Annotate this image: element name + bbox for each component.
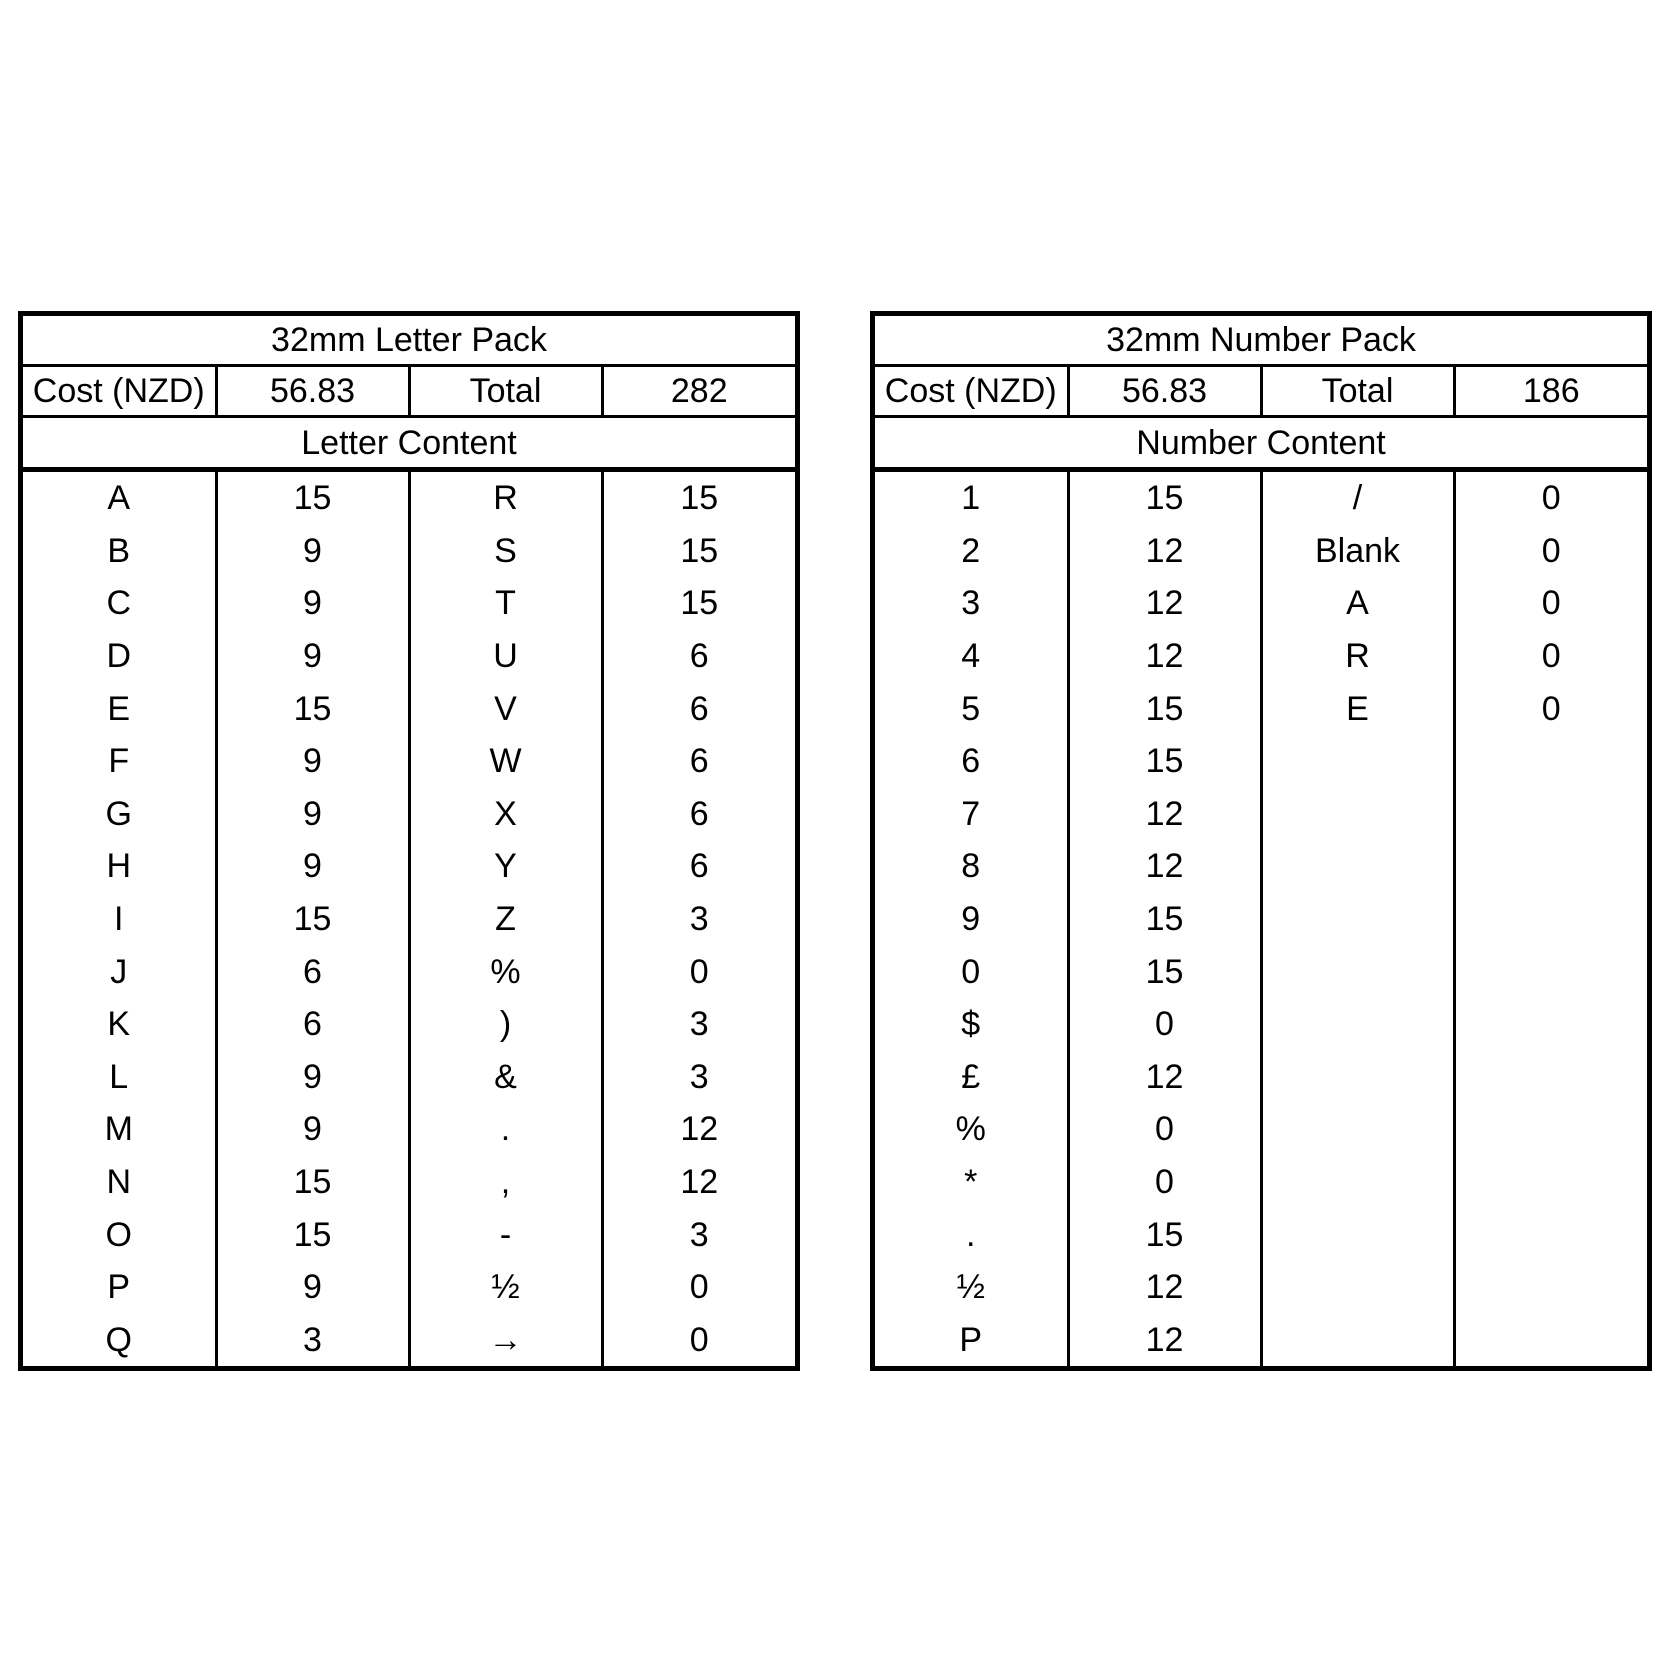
character-cell: [1261, 840, 1454, 893]
quantity-cell: 6: [689, 742, 709, 781]
character-cell: [1261, 1314, 1454, 1367]
table-row: [23, 1103, 795, 1156]
quantity-cell: 3: [689, 1057, 709, 1096]
quantity-cell: 9: [216, 840, 409, 893]
character-cell: S: [409, 525, 602, 578]
quantity-cell: [1454, 1051, 1647, 1104]
letter-pack-table: [18, 311, 800, 1371]
character-cell: ½: [875, 1261, 1068, 1314]
character-cell: K: [23, 998, 216, 1051]
content-heading: Number Content: [875, 417, 1647, 470]
quantity-cell: 15: [216, 682, 409, 735]
table-row: [875, 945, 1647, 998]
character-cell: ): [409, 998, 602, 1051]
character-cell: Y: [409, 840, 602, 893]
table-row: [875, 998, 1647, 1051]
quantity-cell: 0: [1068, 1103, 1261, 1156]
character-cell: A: [23, 472, 216, 525]
quantity-cell: [1454, 945, 1647, 998]
character-cell: 0: [875, 945, 1068, 998]
quantity-cell: 15: [216, 1156, 409, 1209]
quantity-cell: 12: [1068, 840, 1261, 893]
character-cell: X: [409, 788, 602, 841]
quantity-cell: 6: [689, 637, 709, 676]
table-row: [875, 577, 1647, 630]
table-row: [875, 682, 1647, 735]
total-label: Total: [1261, 366, 1454, 417]
quantity-cell: 12: [1068, 788, 1261, 841]
quantity-cell: 9: [216, 1051, 409, 1104]
character-cell: ,: [409, 1156, 602, 1209]
pack-table: [875, 316, 1647, 472]
table-row: [875, 630, 1647, 683]
quantity-cell: 12: [1068, 1261, 1261, 1314]
quantity-cell: 6: [216, 945, 409, 998]
character-cell: .: [409, 1103, 602, 1156]
quantity-cell: [1454, 1314, 1647, 1367]
quantity-cell: 9: [216, 1103, 409, 1156]
character-cell: £: [875, 1051, 1068, 1104]
table-row: [23, 735, 795, 788]
character-cell: J: [23, 945, 216, 998]
character-cell: P: [23, 1261, 216, 1314]
quantity-cell: 0: [1068, 998, 1261, 1051]
quantity-cell: 3: [689, 1215, 709, 1254]
character-cell: N: [23, 1156, 216, 1209]
character-cell: %: [409, 945, 602, 998]
quantity-cell: [1454, 788, 1647, 841]
quantity-cell: 15: [1068, 682, 1261, 735]
character-cell: E: [1261, 682, 1454, 735]
character-cell: V: [409, 682, 602, 735]
character-cell: B: [23, 525, 216, 578]
content-table: [875, 472, 1647, 1366]
character-cell: D: [23, 630, 216, 683]
character-cell: F: [23, 735, 216, 788]
quantity-cell: 15: [1068, 472, 1261, 525]
character-cell: U: [409, 630, 602, 683]
quantity-cell: [1454, 1103, 1647, 1156]
character-cell: Q: [23, 1314, 216, 1367]
quantity-cell: 0: [1068, 1156, 1261, 1209]
character-cell: E: [23, 682, 216, 735]
total-value: 282: [602, 366, 795, 417]
character-cell: →: [409, 1314, 602, 1367]
quantity-cell: 15: [216, 472, 409, 525]
quantity-cell: 12: [1068, 525, 1261, 578]
character-cell: L: [23, 1051, 216, 1104]
quantity-cell: [1454, 1208, 1647, 1261]
table-row: [875, 1314, 1647, 1367]
table-row: [23, 893, 795, 946]
character-cell: %: [875, 1103, 1068, 1156]
character-cell: T: [409, 577, 602, 630]
character-cell: 6: [875, 735, 1068, 788]
character-cell: [1261, 1261, 1454, 1314]
cost-value: 56.83: [1068, 366, 1261, 417]
table-row: [875, 893, 1647, 946]
quantity-cell: 9: [216, 577, 409, 630]
character-cell: 9: [875, 893, 1068, 946]
quantity-cell: 15: [1068, 945, 1261, 998]
content-heading: Letter Content: [23, 417, 795, 470]
quantity-cell: 9: [216, 1261, 409, 1314]
quantity-cell: 12: [1068, 1314, 1261, 1367]
table-row: [23, 1156, 795, 1209]
pack-title: 32mm Letter Pack: [23, 316, 795, 366]
cost-label: Cost (NZD): [23, 366, 216, 417]
quantity-cell: 15: [216, 893, 409, 946]
character-cell: A: [1261, 577, 1454, 630]
character-cell: P: [875, 1314, 1068, 1367]
quantity-cell: 9: [216, 525, 409, 578]
quantity-cell: 9: [216, 735, 409, 788]
table-row: [875, 840, 1647, 893]
quantity-cell: 0: [1541, 479, 1561, 518]
pack-table: [23, 316, 795, 472]
table-row: [875, 525, 1647, 578]
character-cell: 1: [875, 472, 1068, 525]
table-row: [875, 1103, 1647, 1156]
quantity-cell: 9: [216, 630, 409, 683]
quantity-cell: 9: [216, 788, 409, 841]
pack-title: 32mm Number Pack: [875, 316, 1647, 366]
table-row: [875, 1208, 1647, 1261]
content-table: [23, 472, 795, 1366]
character-cell: [1261, 893, 1454, 946]
table-row: [23, 525, 795, 578]
quantity-cell: 15: [1068, 735, 1261, 788]
character-cell: 8: [875, 840, 1068, 893]
character-cell: 7: [875, 788, 1068, 841]
quantity-cell: 0: [689, 1320, 709, 1359]
quantity-cell: 0: [1541, 584, 1561, 623]
quantity-cell: 15: [680, 584, 719, 623]
quantity-cell: 0: [689, 952, 709, 991]
character-cell: H: [23, 840, 216, 893]
character-cell: R: [409, 472, 602, 525]
quantity-cell: 15: [680, 531, 719, 570]
total-value: 186: [1454, 366, 1647, 417]
cost-label: Cost (NZD): [875, 366, 1068, 417]
quantity-cell: 15: [1068, 893, 1261, 946]
quantity-cell: [1454, 1156, 1647, 1209]
quantity-cell: 0: [1541, 637, 1561, 676]
character-cell: -: [409, 1208, 602, 1261]
character-cell: G: [23, 788, 216, 841]
quantity-cell: [1454, 735, 1647, 788]
quantity-cell: 6: [216, 998, 409, 1051]
table-row: [23, 630, 795, 683]
quantity-cell: 0: [689, 1268, 709, 1307]
character-cell: R: [1261, 630, 1454, 683]
character-cell: I: [23, 893, 216, 946]
character-cell: W: [409, 735, 602, 788]
table-row: [875, 1261, 1647, 1314]
table-row: [23, 945, 795, 998]
table-row: [23, 840, 795, 893]
quantity-cell: 3: [216, 1314, 409, 1367]
table-row: [23, 682, 795, 735]
quantity-cell: [1454, 840, 1647, 893]
character-cell: .: [875, 1208, 1068, 1261]
character-cell: 3: [875, 577, 1068, 630]
character-cell: [1261, 1103, 1454, 1156]
quantity-cell: [1454, 1261, 1647, 1314]
quantity-cell: 3: [689, 1005, 709, 1044]
quantity-cell: 15: [216, 1208, 409, 1261]
number-pack-table: [870, 311, 1652, 1371]
quantity-cell: 12: [1068, 630, 1261, 683]
cost-value: 56.83: [216, 366, 409, 417]
table-row: [23, 1261, 795, 1314]
table-row: [875, 472, 1647, 525]
character-cell: &: [409, 1051, 602, 1104]
character-cell: [1261, 945, 1454, 998]
quantity-cell: 6: [689, 689, 709, 728]
quantity-cell: [1454, 998, 1647, 1051]
character-cell: [1261, 998, 1454, 1051]
table-row: [23, 1208, 795, 1261]
table-row: [875, 1051, 1647, 1104]
quantity-cell: 3: [689, 900, 709, 939]
table-row: [875, 788, 1647, 841]
quantity-cell: 6: [689, 847, 709, 886]
character-cell: 2: [875, 525, 1068, 578]
quantity-cell: 15: [680, 479, 719, 518]
character-cell: Blank: [1261, 525, 1454, 578]
table-row: [23, 1314, 795, 1367]
quantity-cell: 15: [1068, 1208, 1261, 1261]
quantity-cell: 0: [1541, 689, 1561, 728]
character-cell: M: [23, 1103, 216, 1156]
character-cell: /: [1261, 472, 1454, 525]
character-cell: [1261, 735, 1454, 788]
character-cell: C: [23, 577, 216, 630]
quantity-cell: 12: [680, 1110, 719, 1149]
table-row: [875, 1156, 1647, 1209]
table-row: [23, 1051, 795, 1104]
character-cell: [1261, 1208, 1454, 1261]
character-cell: ½: [409, 1261, 602, 1314]
character-cell: 4: [875, 630, 1068, 683]
quantity-cell: 12: [1068, 1051, 1261, 1104]
quantity-cell: 0: [1541, 531, 1561, 570]
quantity-cell: [1454, 893, 1647, 946]
character-cell: O: [23, 1208, 216, 1261]
character-cell: *: [875, 1156, 1068, 1209]
quantity-cell: 6: [689, 794, 709, 833]
character-cell: $: [875, 998, 1068, 1051]
table-row: [23, 472, 795, 525]
character-cell: [1261, 788, 1454, 841]
character-cell: Z: [409, 893, 602, 946]
table-row: [23, 998, 795, 1051]
quantity-cell: 12: [1068, 577, 1261, 630]
table-row: [23, 577, 795, 630]
table-row: [23, 788, 795, 841]
character-cell: [1261, 1156, 1454, 1209]
table-row: [875, 735, 1647, 788]
character-cell: 5: [875, 682, 1068, 735]
quantity-cell: 12: [680, 1163, 719, 1202]
character-cell: [1261, 1051, 1454, 1104]
total-label: Total: [409, 366, 602, 417]
